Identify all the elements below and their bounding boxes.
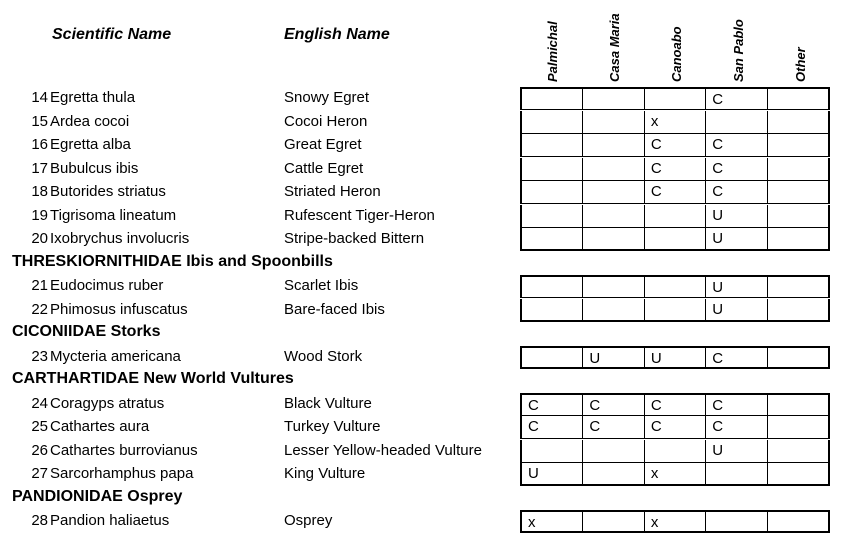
english-name: Snowy Egret xyxy=(284,89,370,106)
english-name: Turkey Vulture xyxy=(284,418,381,435)
site-header-canoabo: Canoabo xyxy=(669,26,684,82)
english-name: Rufescent Tiger-Heron xyxy=(284,206,435,224)
site-cell: x xyxy=(645,512,706,531)
species-number: 17 xyxy=(31,159,48,177)
species-number: 18 xyxy=(31,183,48,200)
species-row xyxy=(0,393,860,416)
species-row xyxy=(0,228,860,251)
english-name: Striated Heron xyxy=(284,183,381,200)
site-cell: C xyxy=(706,416,767,438)
site-grid xyxy=(520,510,830,533)
site-cell xyxy=(768,277,828,297)
species-row xyxy=(0,158,860,181)
species-row xyxy=(0,299,860,322)
english-name: Wood Stork xyxy=(284,347,363,365)
species-number: 21 xyxy=(31,277,48,294)
scientific-name: Tigrisoma lineatum xyxy=(50,206,177,224)
species-row xyxy=(0,416,860,439)
species-row xyxy=(0,510,860,533)
site-cell xyxy=(522,89,583,109)
site-header-san-pablo: San Pablo xyxy=(731,19,746,82)
site-cell xyxy=(768,512,828,531)
site-header-casa-maria: Casa Maria xyxy=(607,13,622,82)
site-cell: U xyxy=(583,348,644,367)
site-cell xyxy=(645,440,706,462)
english-name: Bare-faced Ibis xyxy=(284,300,385,318)
scientific-name: Ardea cocoi xyxy=(50,112,130,130)
site-grid xyxy=(520,181,830,204)
site-grid xyxy=(520,111,830,134)
species-number: 23 xyxy=(31,347,48,365)
family-heading: CICONIIDAE Storks xyxy=(12,323,161,340)
site-cell xyxy=(768,395,828,415)
site-grid xyxy=(520,346,830,369)
site-cell: x xyxy=(645,111,706,133)
site-cell xyxy=(522,181,583,203)
site-grid xyxy=(520,416,830,439)
species-row xyxy=(0,346,860,369)
species-number: 25 xyxy=(31,418,48,435)
site-cell: U xyxy=(706,228,767,249)
species-number: 28 xyxy=(31,512,48,529)
site-cell: C xyxy=(583,395,644,415)
site-cell xyxy=(768,158,828,180)
family-heading: CARTHARTIDAE New World Vultures xyxy=(12,370,294,387)
scientific-name: Phimosus infuscatus xyxy=(50,300,188,318)
site-cell xyxy=(768,299,828,320)
site-cell: C xyxy=(645,134,706,156)
species-row xyxy=(0,181,860,204)
family-heading-row xyxy=(0,252,860,275)
species-number: 14 xyxy=(31,89,48,106)
english-name: King Vulture xyxy=(284,465,366,482)
site-cell: C xyxy=(706,89,767,109)
site-cell: C xyxy=(522,395,583,415)
site-cell xyxy=(768,348,828,367)
site-grid xyxy=(520,158,830,181)
site-cell xyxy=(645,228,706,249)
site-cell xyxy=(583,228,644,249)
site-cell xyxy=(583,512,644,531)
site-cell xyxy=(768,181,828,203)
site-cell: U xyxy=(706,299,767,320)
scientific-name: Ixobrychus involucris xyxy=(50,230,190,247)
scientific-name: Bubulcus ibis xyxy=(50,159,139,177)
site-cell xyxy=(768,228,828,249)
site-cell xyxy=(522,205,583,227)
site-cell xyxy=(583,463,644,484)
species-number: 19 xyxy=(31,206,48,224)
site-cell: C xyxy=(706,158,767,180)
site-cell xyxy=(768,416,828,438)
scientific-name: Mycteria americana xyxy=(50,347,181,365)
site-cell xyxy=(583,205,644,227)
scientific-name: Coragyps atratus xyxy=(50,394,165,412)
species-number: 24 xyxy=(31,394,48,412)
site-cell xyxy=(583,299,644,320)
species-row xyxy=(0,87,860,110)
site-cell xyxy=(645,299,706,320)
scientific-name: Cathartes burrovianus xyxy=(50,441,198,459)
site-cell xyxy=(522,228,583,249)
header-english-name: English Name xyxy=(284,26,390,43)
site-grid xyxy=(520,134,830,157)
site-cell xyxy=(706,463,767,484)
site-cell xyxy=(645,205,706,227)
site-grid xyxy=(520,228,830,251)
site-cell xyxy=(768,440,828,462)
site-cell: x xyxy=(522,512,583,531)
site-cell: x xyxy=(645,463,706,484)
scientific-name: Eudocimus ruber xyxy=(50,277,164,294)
species-number: 20 xyxy=(31,230,48,247)
species-row xyxy=(0,440,860,463)
site-cell xyxy=(522,134,583,156)
site-grid xyxy=(520,299,830,322)
site-cell: C xyxy=(645,395,706,415)
site-grid xyxy=(520,440,830,463)
site-grid xyxy=(520,87,830,110)
site-cell: C xyxy=(706,348,767,367)
species-row xyxy=(0,205,860,228)
species-number: 16 xyxy=(31,136,48,153)
species-number: 26 xyxy=(31,441,48,459)
scientific-name: Butorides striatus xyxy=(50,183,166,200)
english-name: Lesser Yellow-headed Vulture xyxy=(284,441,482,459)
english-name: Cocoi Heron xyxy=(284,112,368,130)
site-grid xyxy=(520,463,830,486)
site-cell: C xyxy=(583,416,644,438)
site-cell xyxy=(768,89,828,109)
scientific-name: Egretta alba xyxy=(50,136,131,153)
site-cell xyxy=(768,205,828,227)
site-grid xyxy=(520,205,830,228)
scientific-name: Sarcorhamphus papa xyxy=(50,465,194,482)
site-cell xyxy=(522,299,583,320)
site-grid xyxy=(520,275,830,298)
species-row xyxy=(0,111,860,134)
site-cell xyxy=(768,463,828,484)
header-scientific-name: Scientific Name xyxy=(52,26,172,43)
family-heading: THRESKIORNITHIDAE Ibis and Spoonbills xyxy=(12,252,333,270)
english-name: Black Vulture xyxy=(284,394,372,412)
site-cell xyxy=(522,158,583,180)
site-cell xyxy=(583,277,644,297)
site-cell xyxy=(583,158,644,180)
species-row xyxy=(0,134,860,157)
english-name: Great Egret xyxy=(284,136,362,153)
site-cell xyxy=(706,111,767,133)
scientific-name: Egretta thula xyxy=(50,89,136,106)
site-cell xyxy=(768,134,828,156)
english-name: Cattle Egret xyxy=(284,159,364,177)
scientific-name: Pandion haliaetus xyxy=(50,512,170,529)
family-heading-row xyxy=(0,487,860,510)
site-cell: U xyxy=(645,348,706,367)
family-heading: PANDIONIDAE Osprey xyxy=(12,487,183,505)
site-cell: C xyxy=(522,416,583,438)
site-cell xyxy=(583,111,644,133)
site-cell: C xyxy=(706,395,767,415)
site-cell xyxy=(645,89,706,109)
site-cell xyxy=(522,348,583,367)
site-cell: C xyxy=(645,158,706,180)
site-cell xyxy=(583,181,644,203)
site-header-other: Other xyxy=(793,47,808,82)
site-cell: U xyxy=(706,277,767,297)
site-grid xyxy=(520,393,830,416)
site-cell xyxy=(583,440,644,462)
species-number: 27 xyxy=(31,465,48,482)
site-cell xyxy=(706,512,767,531)
site-cell xyxy=(645,277,706,297)
site-cell: C xyxy=(645,416,706,438)
site-cell: U xyxy=(706,205,767,227)
species-number: 15 xyxy=(31,112,48,130)
english-name: Osprey xyxy=(284,512,333,529)
site-cell: U xyxy=(522,463,583,484)
english-name: Stripe-backed Bittern xyxy=(284,230,425,247)
site-cell xyxy=(522,277,583,297)
site-cell xyxy=(522,440,583,462)
english-name: Scarlet Ibis xyxy=(284,277,359,294)
scientific-name: Cathartes aura xyxy=(50,418,150,435)
site-cell xyxy=(583,134,644,156)
site-cell: C xyxy=(706,181,767,203)
species-row xyxy=(0,463,860,486)
site-cell: U xyxy=(706,440,767,462)
site-cell: C xyxy=(645,181,706,203)
species-number: 22 xyxy=(31,300,48,318)
site-header-palmichal: Palmichal xyxy=(545,21,560,82)
family-heading-row xyxy=(0,369,860,392)
site-cell xyxy=(522,111,583,133)
species-row xyxy=(0,275,860,298)
site-cell xyxy=(583,89,644,109)
site-cell: C xyxy=(706,134,767,156)
family-heading-row xyxy=(0,322,860,345)
site-cell xyxy=(768,111,828,133)
